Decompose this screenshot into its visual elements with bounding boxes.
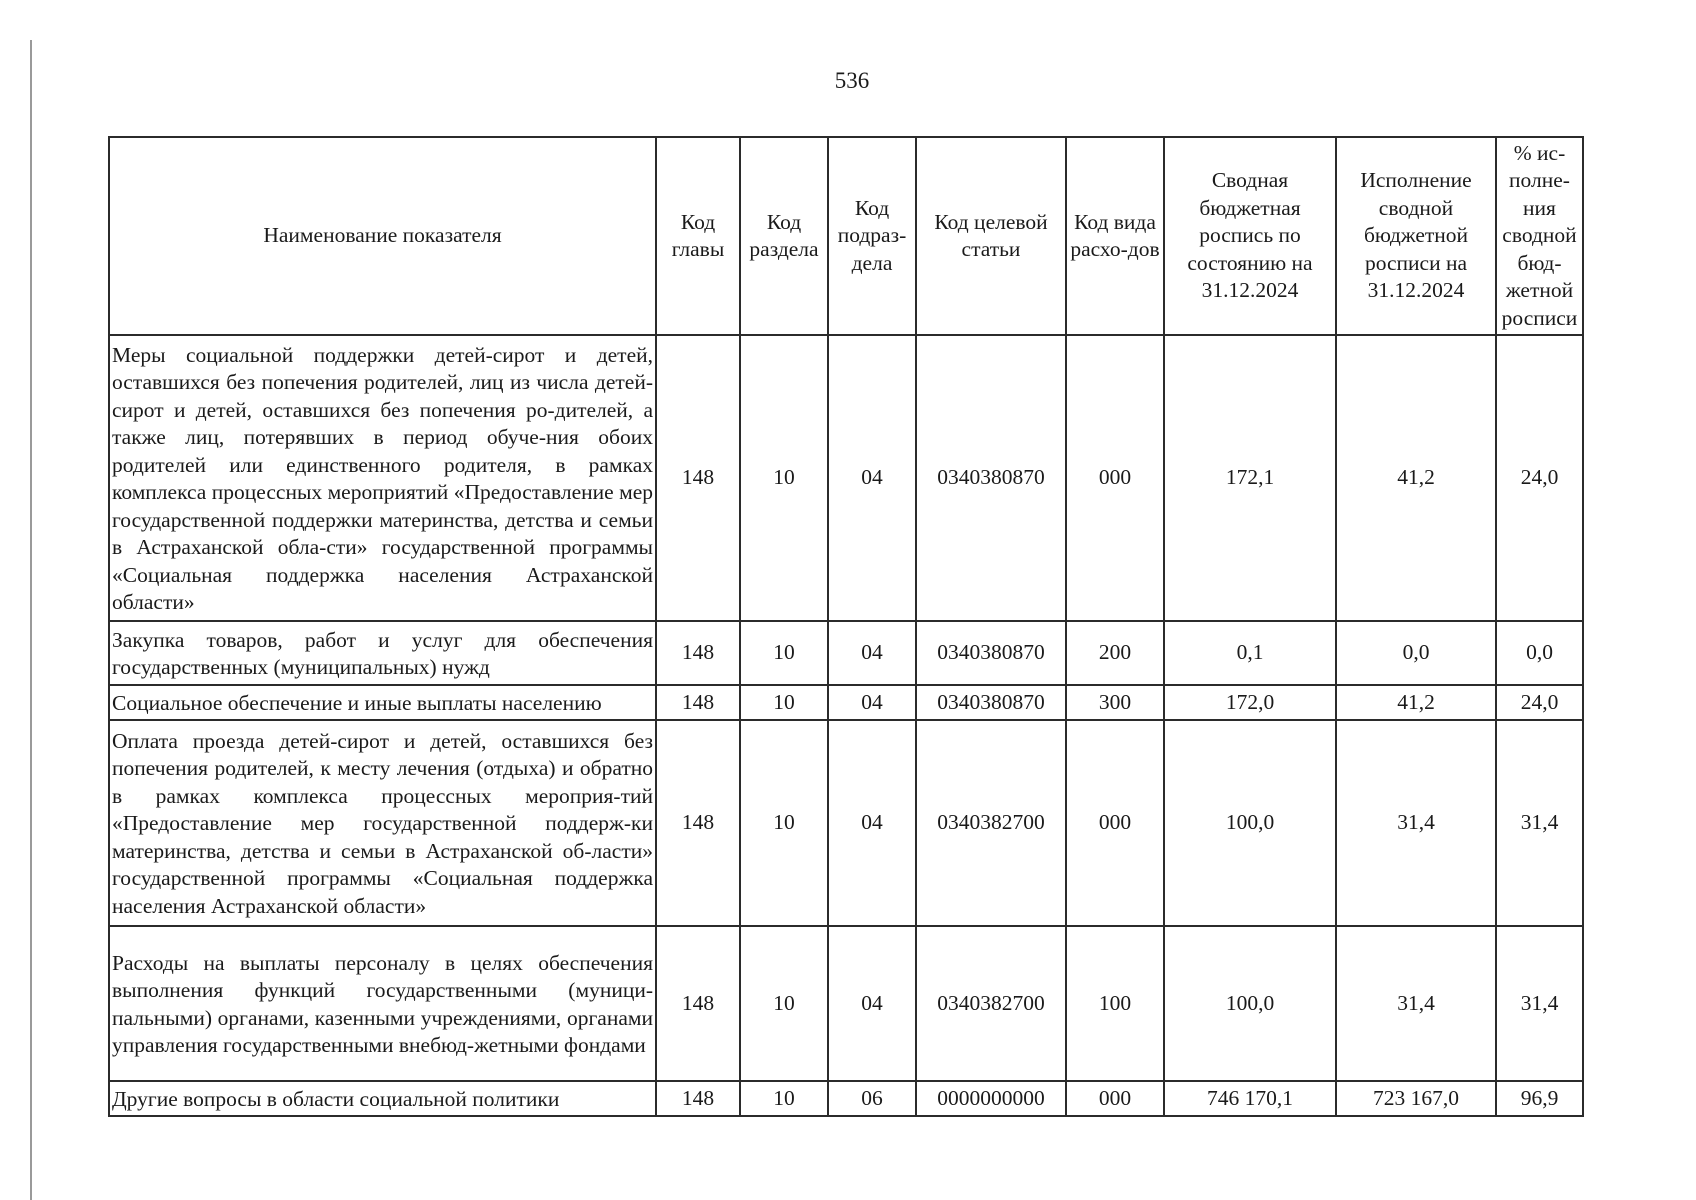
row-svodnaya-rospis: 172,0: [1164, 685, 1336, 720]
row-kod-vida-raskhodov: 200: [1066, 621, 1164, 685]
header-kod-podrazdela: Код подраз-дела: [828, 137, 916, 335]
row-ispolnenie: 31,4: [1336, 720, 1496, 926]
row-kod-razdela: 10: [740, 621, 828, 685]
row-name: Оплата проезда детей-сирот и детей, оставшихся без попечения родителей, к месту лечения (отдыха) и обратно в рамках комплекса процессных мероприя-тий «Предоставление мер государственной поддерж-ки материнства, детства и семьи в Астраханской об-ласти» государственной программы «Социальная поддержка населения Астраханской области»: [109, 720, 656, 926]
page-number: 536: [834, 68, 870, 93]
row-kod-vida-raskhodov: 300: [1066, 685, 1164, 720]
row-kod-tselevoy-stati: 0340382700: [916, 926, 1066, 1081]
header-kod-tselevoy-stati: Код целевой статьи: [916, 137, 1066, 335]
row-ispolnenie: 41,2: [1336, 685, 1496, 720]
row-svodnaya-rospis: 100,0: [1164, 720, 1336, 926]
table-row: [109, 1081, 1583, 1116]
row-ispolnenie: 0,0: [1336, 621, 1496, 685]
row-kod-glavy: 148: [656, 621, 740, 685]
row-procent: 24,0: [1496, 335, 1583, 621]
row-svodnaya-rospis: 100,0: [1164, 926, 1336, 1081]
row-kod-tselevoy-stati: 0000000000: [916, 1081, 1066, 1116]
row-kod-razdela: 10: [740, 1081, 828, 1116]
table-row: [109, 685, 1583, 720]
row-kod-podrazdela: 04: [828, 720, 916, 926]
row-kod-glavy: 148: [656, 1081, 740, 1116]
row-kod-podrazdela: 04: [828, 685, 916, 720]
header-procent-ispolneniya: % ис-полне-ния сводной бюд-жетной росписи: [1496, 137, 1583, 335]
row-kod-podrazdela: 04: [828, 335, 916, 621]
row-name: Меры социальной поддержки детей-сирот и детей, оставшихся без попечения родителей, лиц из числа детей-сирот и детей, оставшихся без попечения ро-дителей, а также лиц, потерявших в период обуче-ния обоих родителей или единственного родителя, в рамках комплекса процессных мероприятий «Предоставление мер государственной поддержки материнства, детства и семьи в Астраханской обла-сти» государственной программы «Социальная поддержка населения Астраханской области»: [109, 335, 656, 621]
row-procent: 0,0: [1496, 621, 1583, 685]
row-kod-tselevoy-stati: 0340380870: [916, 621, 1066, 685]
header-kod-glavy: Код главы: [656, 137, 740, 335]
row-kod-tselevoy-stati: 0340382700: [916, 720, 1066, 926]
row-kod-tselevoy-stati: 0340380870: [916, 335, 1066, 621]
header-svodnaya-rospis: Сводная бюджетная роспись по состоянию на 31.12.2024: [1164, 137, 1336, 335]
header-kod-razdela: Код раздела: [740, 137, 828, 335]
row-name: Расходы на выплаты персоналу в целях обеспечения выполнения функций государственными (муници-пальными) органами, казенными учреждениями, органами управления государственными внебюд-жетными фондами: [109, 926, 656, 1081]
row-svodnaya-rospis: 0,1: [1164, 621, 1336, 685]
row-ispolnenie: 723 167,0: [1336, 1081, 1496, 1116]
row-name: Социальное обеспечение и иные выплаты населению: [109, 685, 656, 720]
table-row: [109, 621, 1583, 685]
row-name: Другие вопросы в области социальной политики: [109, 1081, 656, 1116]
row-procent: 24,0: [1496, 685, 1583, 720]
row-kod-glavy: 148: [656, 720, 740, 926]
row-kod-glavy: 148: [656, 335, 740, 621]
row-kod-razdela: 10: [740, 720, 828, 926]
row-kod-podrazdela: 04: [828, 926, 916, 1081]
budget-table: [108, 136, 1584, 1117]
table-row: [109, 926, 1583, 1081]
row-kod-glavy: 148: [656, 926, 740, 1081]
row-kod-razdela: 10: [740, 685, 828, 720]
table-header-row: [109, 137, 1583, 335]
row-kod-podrazdela: 06: [828, 1081, 916, 1116]
row-svodnaya-rospis: 172,1: [1164, 335, 1336, 621]
row-procent: 31,4: [1496, 926, 1583, 1081]
row-svodnaya-rospis: 746 170,1: [1164, 1081, 1336, 1116]
row-kod-razdela: 10: [740, 926, 828, 1081]
row-kod-vida-raskhodov: 000: [1066, 335, 1164, 621]
row-kod-vida-raskhodov: 100: [1066, 926, 1164, 1081]
row-ispolnenie: 41,2: [1336, 335, 1496, 621]
row-kod-vida-raskhodov: 000: [1066, 1081, 1164, 1116]
row-kod-vida-raskhodov: 000: [1066, 720, 1164, 926]
header-kod-vida-raskhodov: Код вида расхо-дов: [1066, 137, 1164, 335]
row-procent: 31,4: [1496, 720, 1583, 926]
row-procent: 96,9: [1496, 1081, 1583, 1116]
row-kod-tselevoy-stati: 0340380870: [916, 685, 1066, 720]
table-row: [109, 720, 1583, 926]
scan-edge-line: [30, 40, 32, 1200]
header-ispolnenie: Исполнение сводной бюджетной росписи на 31.12.2024: [1336, 137, 1496, 335]
row-kod-podrazdela: 04: [828, 621, 916, 685]
row-ispolnenie: 31,4: [1336, 926, 1496, 1081]
row-kod-glavy: 148: [656, 685, 740, 720]
row-name: Закупка товаров, работ и услуг для обеспечения государственных (муниципальных) нужд: [109, 621, 656, 685]
header-name: Наименование показателя: [109, 137, 656, 335]
row-kod-razdela: 10: [740, 335, 828, 621]
table-row: [109, 335, 1583, 621]
